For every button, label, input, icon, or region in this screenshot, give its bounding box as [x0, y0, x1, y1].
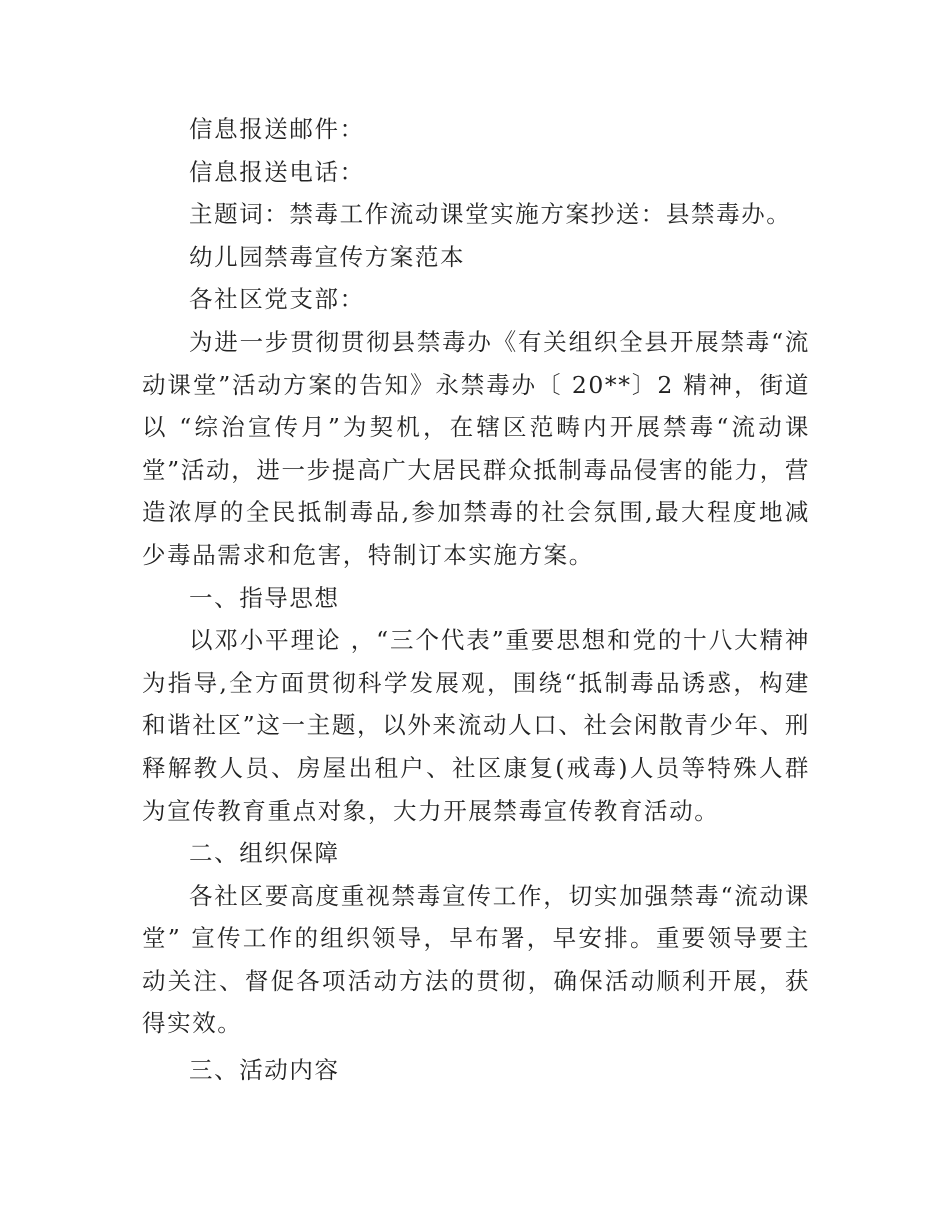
report-phone-line: 信息报送电话： [189, 157, 365, 186]
section-body-organization: 各社区要高度重视禁毒宣传工作，切实加强禁毒“流动课堂” 宣传工作的组织领导，早布署，早安排。重要领导要主动关注、督促各项活动方法的贯彻，确保活动顺利开展，获得实效。 [142, 881, 810, 1038]
report-email-line: 信息报送邮件： [189, 115, 365, 143]
section-body-guiding-thought: 以邓小平理论 ，“三个代表”重要思想和党的十八大精神为指导,全方面贯彻科学发展观，围绕“抵制毒品诱惑，构建和谐社区”这一主题，以外来流动人口、社会闲散青少年、刑释解教人员、房屋出租户、社区康复(戒毒)人员等特殊人群为宣传教育重点对象，大力开展禁毒宣传教育活动。 [142, 626, 810, 825]
document-title: 幼儿园禁毒宣传方案范本 [189, 242, 466, 271]
intro-paragraph: 为进一步贯彻贯彻县禁毒办《有关组织全县开展禁毒“流动课堂”活动方案的告知》永禁毒办〔 20**〕2 精神，街道以 “综治宣传月”为契机，在辖区范畴内开展禁毒“流动课堂”活动，进一步提高广大居民群众抵制毒品侵害的能力，营造浓厚的全民抵制毒品,参加禁毒的社会氛围,最大程度地减少毒品需求和危害，特制订本实施方案。 [142, 327, 810, 569]
section-heading-guiding-thought: 一、指导思想 [189, 583, 340, 612]
keywords-line: 主题词：禁毒工作流动课堂实施方案抄送：县禁毒办。 [189, 200, 792, 229]
salutation: 各社区党支部： [189, 285, 365, 314]
document-body [142, 108, 810, 1092]
section-heading-organization: 二、组织保障 [189, 839, 340, 868]
section-heading-activities: 三、活动内容 [189, 1056, 340, 1085]
